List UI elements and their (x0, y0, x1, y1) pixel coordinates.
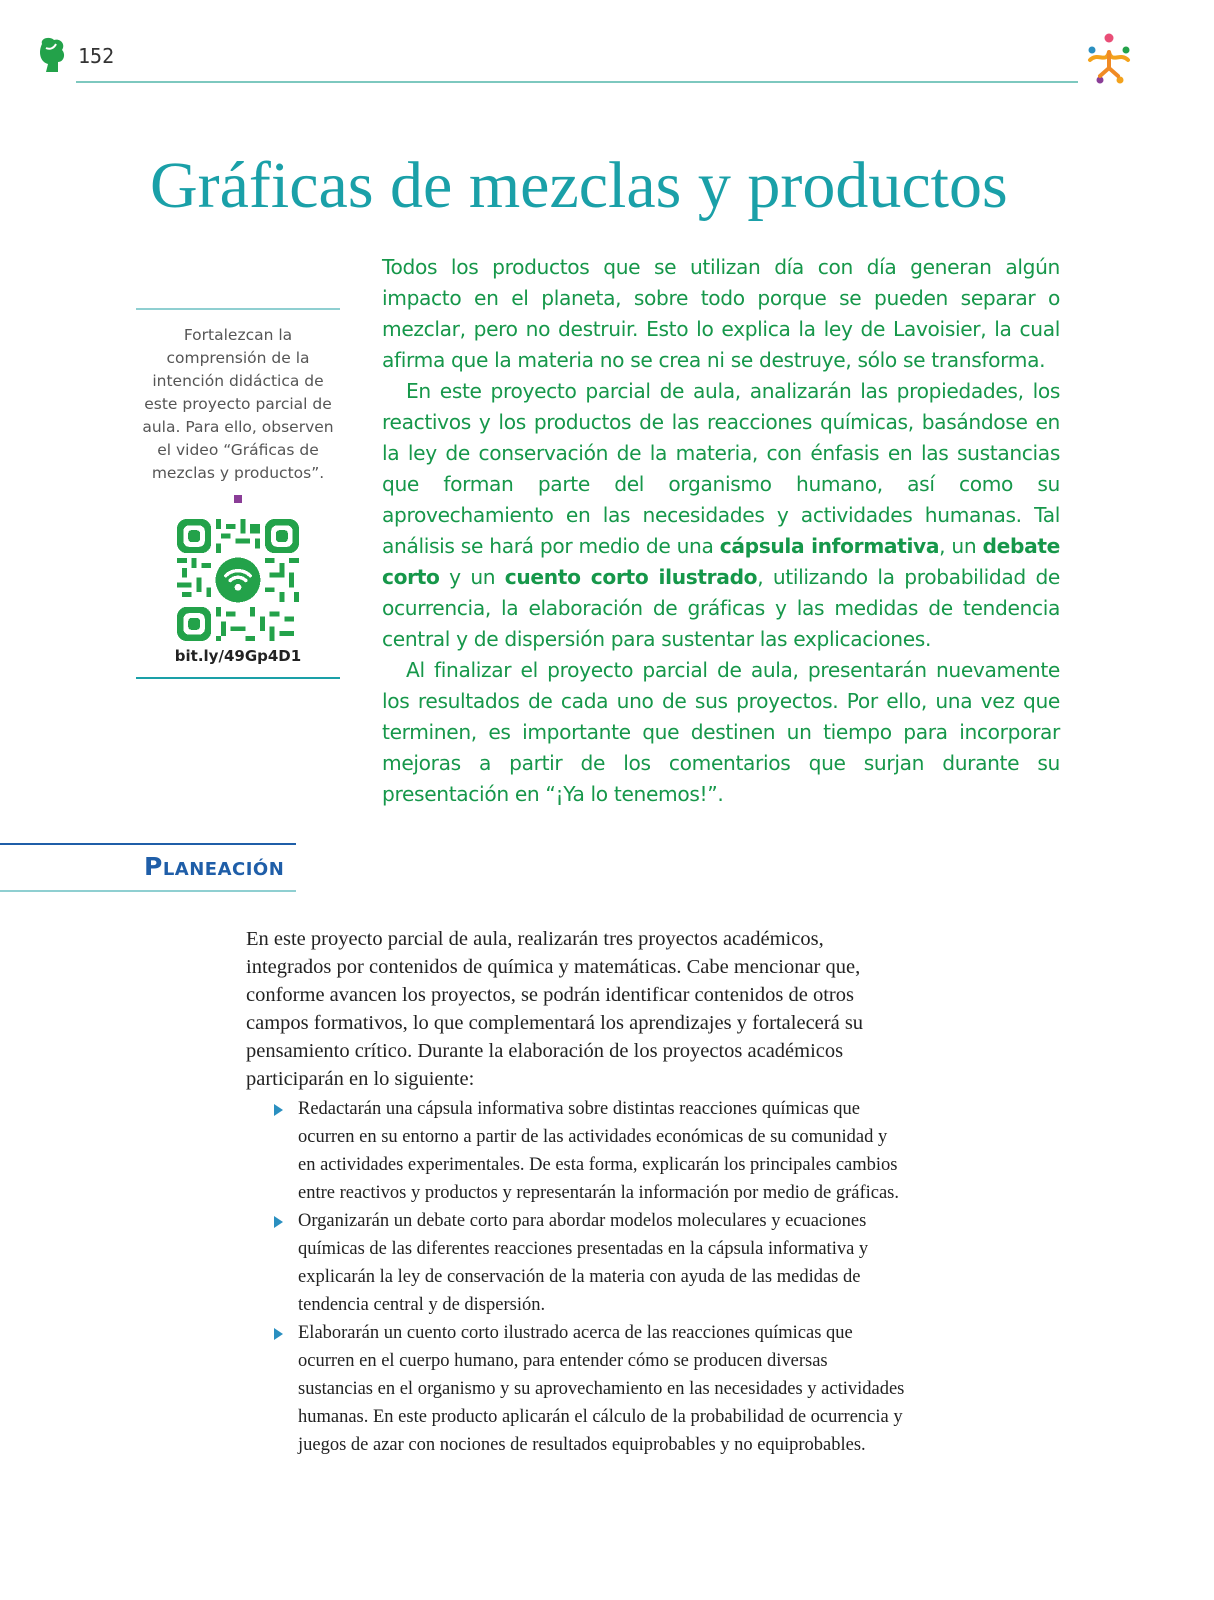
side-note-bottom-rule (136, 677, 340, 679)
colorful-figures-icon (1080, 30, 1138, 88)
video-side-note (136, 308, 340, 679)
list-item (298, 1095, 906, 1207)
triangle-arrow-icon (274, 1216, 283, 1228)
purple-square-icon (234, 495, 242, 503)
intro-p2-text: En este proyecto parcial de aula, analizarán las propiedades, los reactivos y los productos de las reacciones químicas, basándose en la ley de conservación de la materia, con énfasis en las sustancias que forman parte del organismo humano, así como su aprovechamiento en las necesidades y actividades humanas. Tal análisis se hará por medio de una (382, 379, 1060, 558)
list-item-text: Redactarán una cápsula informativa sobre distintas reacciones químicas que ocurren en su entorno a partir de las actividades económicas de su comunidad y en actividades experimentales. De esta forma, explicarán los principales cambios entre reactivos y productos y representarán la información por medio de gráficas. (298, 1099, 900, 1203)
page-number: 152 (78, 44, 115, 68)
list-item-text: Organizarán un debate corto para abordar modelos moleculares y ecuaciones químicas de las diferentes reacciones presentadas en la cápsula informativa y explicarán la ley de conservación de la materia con ayuda de las medidas de tendencia central y de dispersión. (298, 1211, 869, 1315)
triangle-arrow-icon (274, 1104, 283, 1116)
qr-code-icon[interactable] (177, 519, 299, 641)
section-top-rule (0, 843, 296, 845)
section-heading: Planeación (144, 852, 285, 881)
planning-intro: En este proyecto parcial de aula, realizarán tres proyectos académicos, integrados por contenidos de química y matemáticas. Cabe mencionar que, conforme avancen los proyectos, se podrán identificar contenidos de otros campos formativos, lo que complementará los aprendizajes y fortalecerá su pensamiento crítico. Durante la elaboración de los proyectos académicos participarán en lo siguiente: (246, 928, 864, 1090)
side-note-text: Fortalezcan la comprensión de la intención didáctica de este proyecto parcial de aula. Para ello, observen el video “Gráficas de mezclas y productos”. (142, 326, 334, 482)
intro-p2-text: , un (939, 534, 983, 558)
header-rule (76, 81, 1078, 83)
intro-text (382, 252, 1060, 810)
cuento-corto-bold: cuento corto ilustrado (504, 565, 758, 589)
video-link[interactable]: bit.ly/49Gp4D1 (174, 647, 302, 665)
page-title: Gráficas de mezclas y productos (150, 149, 1008, 222)
planning-body (246, 925, 906, 1459)
intro-paragraph-2 (382, 376, 1060, 655)
triangle-arrow-icon (274, 1328, 283, 1340)
intro-p2-text: y un (439, 565, 505, 589)
intro-p2-text: , utilizando la probabilidad de ocurrencia, la elaboración de gráficas y las medidas de tendencia central y de dispersión para sustentar las explicaciones. (382, 565, 1060, 651)
list-item (298, 1207, 906, 1319)
list-item (298, 1319, 906, 1459)
intro-paragraph-1: Todos los productos que se utilizan día con día generan algún impacto en el planeta, sobre todo porque se pueden separar o mezclar, pero no destruir. Esto lo explica la ley de Lavoisier, la cual afirma que la materia no se crea ni se destruye, sólo se transforma. (382, 255, 1060, 372)
debate-corto-bold: debate corto (382, 534, 1060, 589)
list-item-text: Elaborarán un cuento corto ilustrado acerca de las reacciones químicas que ocurren en el cuerpo humano, para entender cómo se producen diversas sustancias en el organismo y su aprovechamiento en las necesidades y actividades humanas. En este producto aplicarán el cálculo de la probabilidad de ocurrencia y juegos de azar con nociones de resultados equiprobables y no equiprobables. (298, 1323, 905, 1455)
green-leaf-head-icon (36, 36, 68, 76)
section-bottom-rule (0, 890, 296, 892)
side-note-top-rule (136, 308, 340, 310)
planning-list (246, 1095, 906, 1459)
intro-paragraph-3: Al finalizar el proyecto parcial de aula, presentarán nuevamente los resultados de cada uno de sus proyectos. Por ello, una vez que terminen, es importante que destinen un tiempo para incorporar mejoras a partir de los comentarios que surjan durante su presentación en “¡Ya lo tenemos!”. (382, 658, 1060, 806)
capsula-informativa-bold: cápsula informativa (719, 534, 940, 558)
